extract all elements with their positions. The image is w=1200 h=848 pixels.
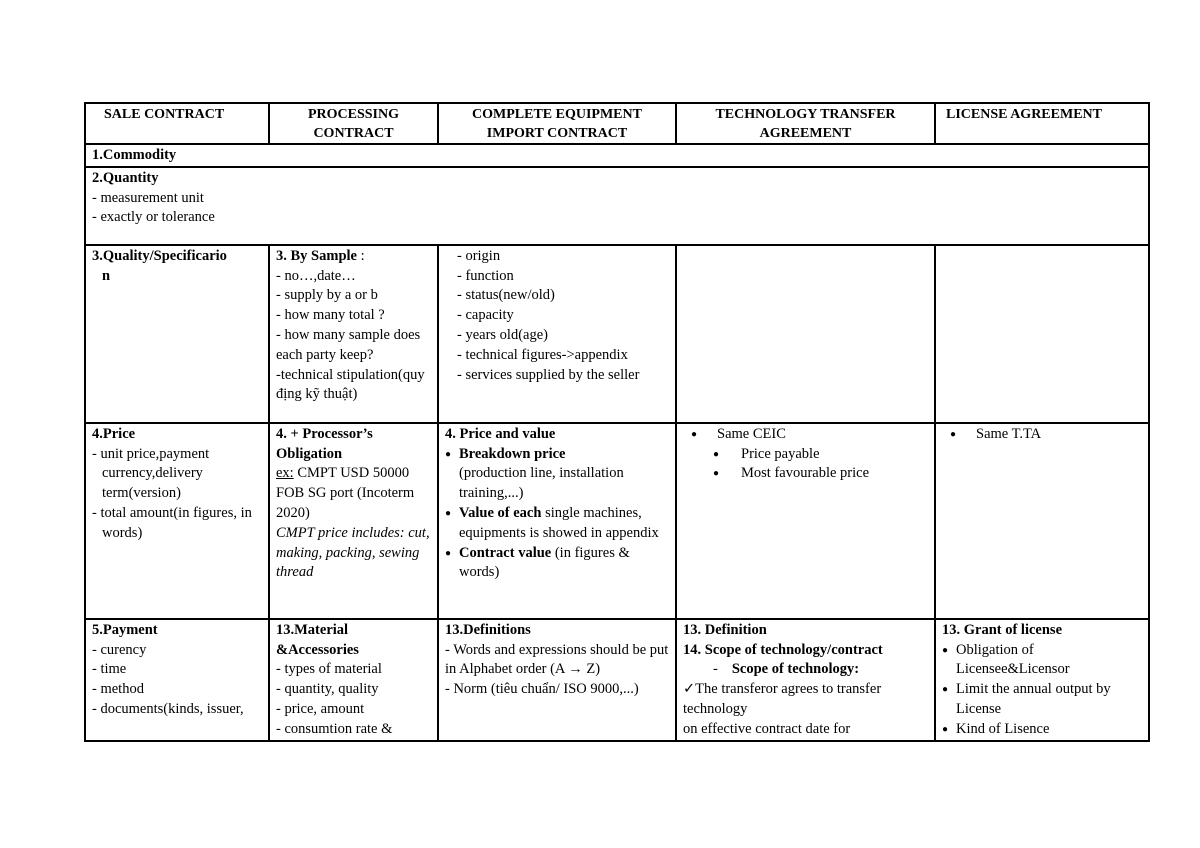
header-row bbox=[85, 103, 1149, 144]
row-price bbox=[85, 423, 1149, 619]
tech-line: on effective contract date for bbox=[683, 720, 851, 737]
sub-bullet-item: ● Price payable bbox=[683, 445, 928, 465]
breakdown-price-label: Breakdown price bbox=[459, 445, 566, 462]
license-grant-cell bbox=[935, 619, 1149, 741]
equip-line: - function bbox=[457, 267, 514, 284]
row-payment bbox=[85, 619, 1149, 741]
payment-sale-cell bbox=[85, 619, 269, 741]
header-sale-contract: SALE CONTRACT bbox=[85, 103, 269, 144]
by-sample-suffix: : bbox=[356, 247, 365, 264]
quantity-line: - exactly or tolerance bbox=[92, 209, 215, 226]
price-value-title: 4. Price and value bbox=[445, 425, 556, 442]
quality-tech-cell bbox=[676, 245, 935, 423]
equip-line: - status(new/old) bbox=[457, 287, 555, 304]
sample-line: - no…,date… bbox=[276, 267, 356, 284]
price-equipment-cell bbox=[438, 423, 676, 619]
sample-line: - supply by a or b bbox=[276, 287, 378, 304]
bullet-item bbox=[445, 544, 669, 584]
quantity-line: - measurement unit bbox=[92, 189, 204, 206]
sample-line: - how many total ? bbox=[276, 307, 385, 324]
quality-processing-cell bbox=[269, 245, 438, 423]
quality-title-cont: n bbox=[102, 267, 111, 284]
equip-line: - technical figures->appendix bbox=[457, 346, 628, 363]
license-item: ● Limit the annual output by License bbox=[942, 680, 1142, 720]
comparison-table bbox=[84, 102, 1150, 742]
value-each-label: Value of each bbox=[459, 504, 542, 521]
header-technology-transfer: TECHNOLOGY TRANSFER AGREEMENT bbox=[676, 103, 935, 144]
license-item: ● Kind of Lisence bbox=[942, 720, 1142, 740]
material-cell bbox=[269, 619, 438, 741]
bullet-item: ● Same CEIC bbox=[683, 425, 928, 445]
row-quality bbox=[85, 245, 1149, 423]
bullet-item bbox=[445, 504, 669, 544]
equip-line: - origin bbox=[457, 247, 501, 264]
definitions-line: - Words and expressions should be put in Alphabet order (A → Z) bbox=[445, 641, 669, 678]
payment-line: - curency bbox=[92, 641, 147, 658]
material-line: - types of material bbox=[276, 661, 382, 678]
contract-value-label: Contract value bbox=[459, 544, 552, 561]
tech-scope-title: 14. Scope of technology/contract bbox=[683, 641, 883, 658]
example-label: ex: bbox=[276, 465, 294, 482]
sample-line: - how many sample does each party keep? bbox=[276, 326, 421, 363]
tech-scope-sub-text: Scope of technology: bbox=[731, 661, 860, 678]
quality-title: 3.Quality/Specificario bbox=[92, 247, 227, 264]
contract-value-text: (in figures & words) bbox=[459, 544, 630, 581]
by-sample-heading bbox=[276, 247, 431, 267]
equip-line: - services supplied by the seller bbox=[457, 366, 640, 383]
example-text: CMPT USD 50000 FOB SG port (Incoterm 2020) bbox=[276, 465, 415, 521]
equip-line: - capacity bbox=[457, 307, 514, 324]
payment-line: - method bbox=[92, 681, 144, 698]
header-complete-equipment: COMPLETE EQUIPMENT IMPORT CONTRACT bbox=[438, 103, 676, 144]
bullet-item bbox=[445, 445, 669, 504]
material-line: - price, amount bbox=[276, 700, 365, 717]
price-title: 4.Price bbox=[92, 425, 136, 442]
row-quantity bbox=[85, 167, 1149, 245]
dash-marker: - bbox=[713, 661, 718, 678]
check-icon: ✓ bbox=[683, 681, 696, 698]
material-title: 13.Material &Accessories bbox=[276, 621, 359, 658]
bullet-item: ● Same T.TA bbox=[942, 425, 1142, 445]
quantity-cell bbox=[85, 167, 1149, 245]
header-processing-contract: PROCESSING CONTRACT bbox=[269, 103, 438, 144]
material-line: - quantity, quality bbox=[276, 681, 379, 698]
equip-line: - years old(age) bbox=[457, 326, 548, 343]
by-sample-title: 3. By Sample bbox=[276, 247, 357, 264]
row-commodity bbox=[85, 144, 1149, 167]
price-license-cell bbox=[935, 423, 1149, 619]
definitions-cell bbox=[438, 619, 676, 741]
sub-bullet-item: ● Most favourable price bbox=[683, 464, 928, 484]
cmpt-includes: CMPT price includes: cut, making, packing, sewing thread bbox=[276, 524, 430, 581]
price-processing-cell bbox=[269, 423, 438, 619]
commodity-title: 1.Commodity bbox=[85, 144, 1149, 167]
sample-line: -technical stipulation(quy địng kỹ thuật) bbox=[276, 366, 425, 403]
quality-license-cell bbox=[935, 245, 1149, 423]
definitions-title: 13.Definitions bbox=[445, 621, 531, 638]
price-sale-cell bbox=[85, 423, 269, 619]
license-grant-title: 13. Grant of license bbox=[942, 621, 1063, 638]
payment-line: - documents(kinds, issuer, bbox=[92, 700, 244, 717]
tech-line: The transferor agrees to transfer technology bbox=[683, 681, 882, 717]
tech-definition-title: 13. Definition bbox=[683, 621, 767, 638]
processor-example bbox=[276, 464, 431, 523]
tech-scope-sub bbox=[683, 660, 928, 680]
quality-sale-cell bbox=[85, 245, 269, 423]
definitions-line: - Norm (tiêu chuẩn/ ISO 9000,...) bbox=[445, 681, 639, 698]
payment-title: 5.Payment bbox=[92, 621, 158, 638]
value-each-text: single machines, equipments is showed in appendix bbox=[459, 504, 659, 541]
quality-equipment-cell bbox=[438, 245, 676, 423]
material-line: - consumtion rate & bbox=[276, 720, 393, 737]
breakdown-price-text: (production line, installation training,...) bbox=[459, 465, 624, 502]
quantity-title: 2.Quantity bbox=[92, 169, 159, 186]
price-line: - total amount(in figures, in words) bbox=[92, 504, 252, 541]
license-item: ● Obligation of Licensee&Licensor bbox=[942, 641, 1142, 681]
processor-obligation-title: 4. + Processor’s Obligation bbox=[276, 425, 373, 462]
price-line: - unit price,payment currency,delivery term(version) bbox=[92, 445, 210, 502]
tech-definition-cell bbox=[676, 619, 935, 741]
header-license-agreement: LICENSE AGREEMENT bbox=[935, 103, 1149, 144]
price-tech-cell bbox=[676, 423, 935, 619]
tech-check-line bbox=[683, 680, 928, 720]
payment-line: - time bbox=[92, 661, 127, 678]
